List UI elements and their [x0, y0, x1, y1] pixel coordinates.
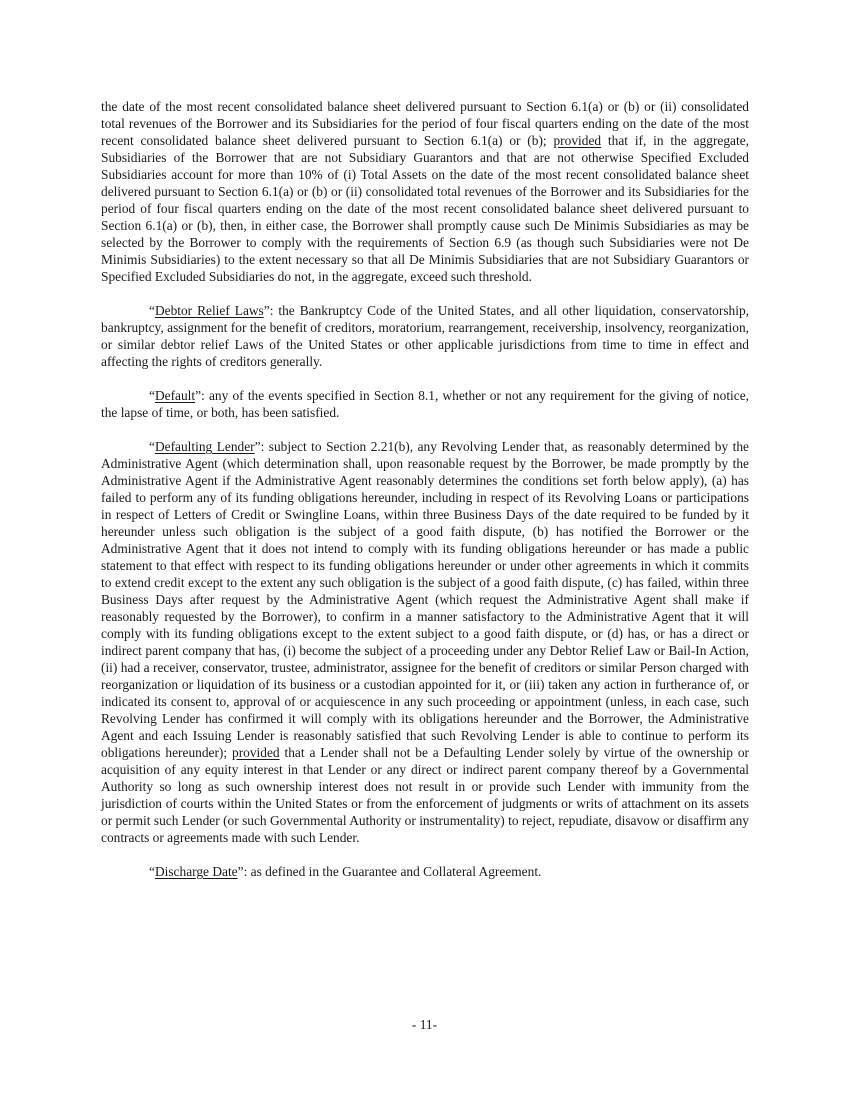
definition-discharge-date: [101, 863, 749, 880]
open-quote: “: [149, 864, 155, 879]
provided-term: provided: [232, 745, 280, 760]
defined-term: Debtor Relief Laws: [154, 303, 264, 318]
page-number: - 11-: [411, 1017, 438, 1032]
definition-defaulting-lender: [101, 438, 749, 846]
document-body: [101, 98, 749, 897]
definition-debtor-relief-laws: [101, 302, 749, 370]
open-quote: “: [149, 388, 155, 403]
defined-term: Discharge Date: [154, 864, 238, 879]
provided-term: provided: [553, 133, 602, 148]
definition-text: ”: subject to Section 2.21(b), any Revolving Lender that, as reasonably determined by the Administrative Agent (which determination shall, upon reasonable request by the Borrower, be made promptly by the Administrative Agent if the Administrative Agent reasonably determines the conditions set forth below apply), (a) has failed to perform any of its funding obligations hereunder, including in respect of its Revolving Loans or participations in respect of Letters of Credit or Swingline Loans, within three Business Days of the date required to be funded by it hereunder unless such obligation is the subject of a good faith dispute, (b) has notified the Borrower or the Administrative Agent that it does not intend to comply with its funding obligations hereunder or has made a public statement to that effect with respect to its funding obligations hereunder or under other agreements in which it commits to extend credit except to the extent any such obligation is the subject of a good faith dispute, (c) has failed, within three Business Days after request by the Administrative Agent (which request the Administrative Agent shall make if reasonably requested by the Borrower), to confirm in a manner satisfactory to the Administrative Agent that it will comply with its funding obligations except to the extent subject to a good faith dispute, or (d) has, or has a direct or indirect parent company that has, (i) become the subject of a proceeding under any Debtor Relief Law or Bail-In Action, (ii) had a receiver, conservator, trustee, administrator, assignee for the benefit of creditors or similar Person charged with reorganization or liquidation of its business or a custodian appointed for it, or (iii) taken any action in furtherance of, or indicated its consent to, approval of or acquiescence in any such proceeding or appointment (unless, in each case, such Revolving Lender has confirmed it will comply with its obligations hereunder and the Borrower, the Administrative Agent and each Issuing Lender is reasonably satisfied that such Revolving Lender is able to continue to perform its obligations hereunder);: [101, 439, 750, 760]
defined-term: Default: [154, 388, 196, 403]
definition-text: ”: any of the events specified in Section 8.1, whether or not any requirement for the giving of notice, the lapse of time, or both, has been satisfied.: [101, 388, 749, 420]
text-run: the date of the most recent consolidated balance sheet delivered pursuant to Section 6.1(a) or (b) or (ii) consolidated total revenues of the Borrower and its Subsidiaries for the period of four fiscal quarters ending on the date of the most recent consolidated balance sheet delivered pursuant to Section 6.1(a) or (b);: [101, 99, 749, 148]
open-quote: “: [149, 439, 155, 454]
open-quote: “: [149, 303, 155, 318]
definition-text: ”: the Bankruptcy Code of the United States, and all other liquidation, conservatorship, bankruptcy, assignment for the benefit of creditors, moratorium, rearrangement, receivership, insolvency, reorganization, or similar debtor relief Laws of the United States or other applicable jurisdictions from time to time in effect and affecting the rights of creditors generally.: [101, 303, 749, 369]
definition-text: ”: as defined in the Guarantee and Collateral Agreement.: [237, 864, 542, 879]
definition-text: that a Lender shall not be a Defaulting Lender solely by virtue of the ownership or acquisition of any equity interest in that Lender or any direct or indirect parent company thereof by a Governmental Authority so long as such ownership interest does not result in or provide such Lender with immunity from the jurisdiction of courts within the United States or from the enforcement of judgments or writs of attachment on its assets or permit such Lender (or such Governmental Authority or instrumentality) to reject, repudiate, disavow or disaffirm any contracts or agreements made with such Lender.: [101, 745, 749, 845]
paragraph-de-minimis-continuation: [101, 98, 749, 285]
text-run: that if, in the aggregate, Subsidiaries of the Borrower that are not Subsidiary Guarantors and that are not otherwise Specified Excluded Subsidiaries account for more than 10% of (i) Total Assets on the date of the most recent consolidated balance sheet delivered pursuant to Section 6.1(a) or (b) or (ii) consolidated total revenues of the Borrower and its Subsidiaries for the period of four fiscal quarters ending on the date of the most recent consolidated balance sheet delivered pursuant to Section 6.1(a) or (b), then, in either case, the Borrower shall promptly cause such De Minimis Subsidiaries as may be selected by the Borrower to comply with the requirements of Section 6.9 (as though such Subsidiaries were not De Minimis Subsidiaries) to the extent necessary so that all De Minimis Subsidiaries that are not Subsidiary Guarantors or Specified Excluded Subsidiaries do not, in the aggregate, exceed such threshold.: [101, 133, 749, 284]
definition-default: [101, 387, 749, 421]
defined-term: Defaulting Lender: [154, 439, 255, 454]
